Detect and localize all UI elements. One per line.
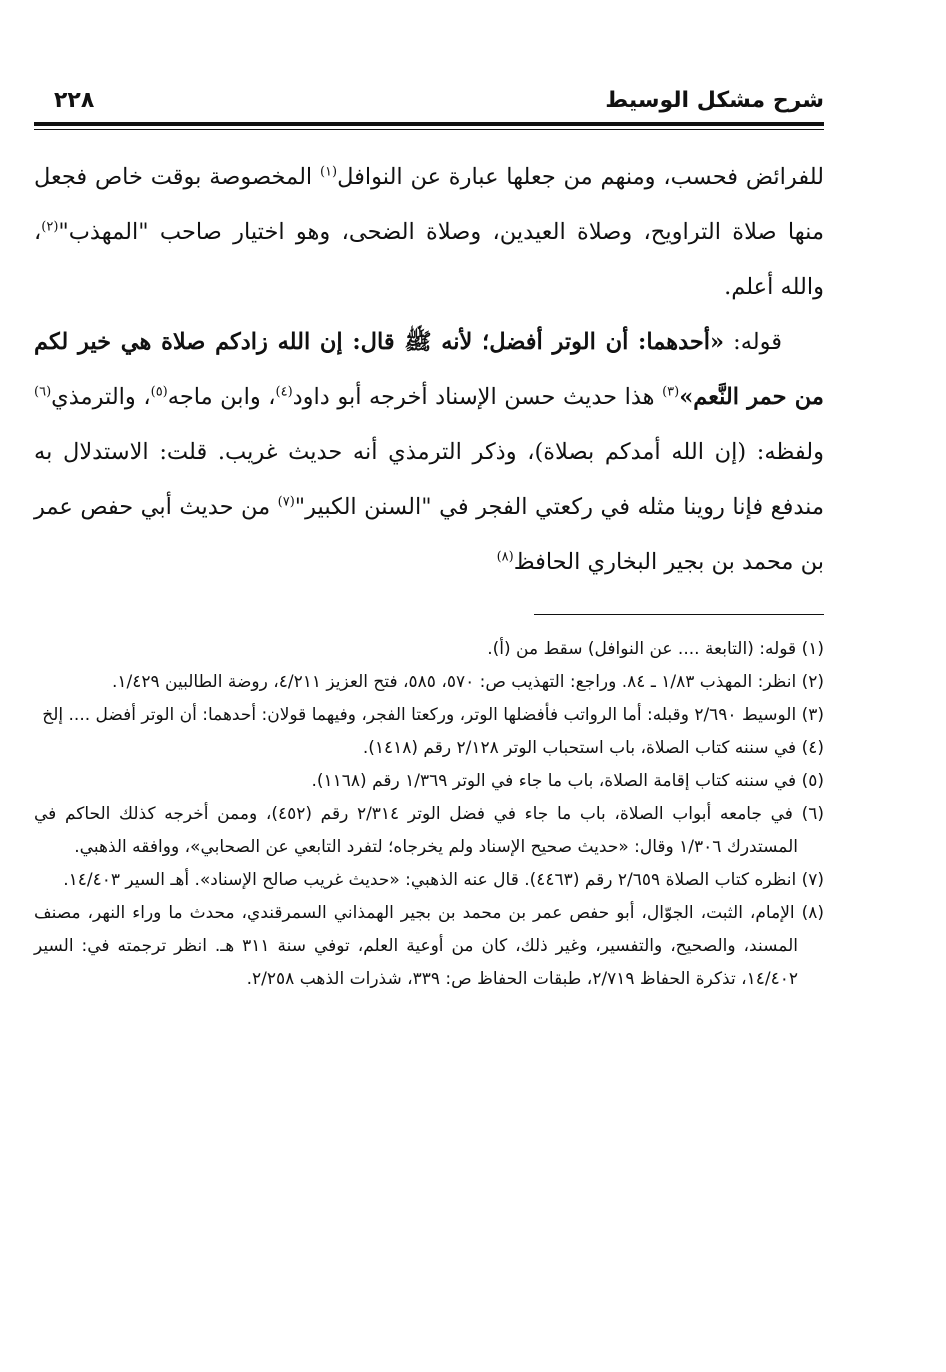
paragraph-2-text-2: ، وابن ماجه <box>167 384 276 410</box>
footnote-ref-6[interactable]: (٦) <box>34 384 52 400</box>
footnote-4: (٤) في سننه كتاب الصلاة، باب استحباب الوتر ٢/١٢٨ رقم (١٤١٨). <box>362 738 824 758</box>
footnotes <box>34 633 824 996</box>
footnote-6: (٦) في جامعه أبواب الصلاة، باب ما جاء في فضل الوتر ٢/٣١٤ رقم (٤٥٢)، وممن أخرجه كذلك الحاكم في المستدرك ١/٣٠٦ وقال: «حديث صحيح الإسناد ولم يخرجاه؛ لتفرد التابعي عن الصحابي»، ووافقه الذهبي. <box>34 804 824 857</box>
footnote-ref-8[interactable]: (٨) <box>496 549 514 565</box>
page-number: ٢٢٨ <box>54 88 95 113</box>
header-rule-thick <box>34 122 824 126</box>
paragraph-2-text-4: ولفظه: (إن الله أمدكم بصلاة)، وذكر الترمذي أنه حديث غريب. قلت: الاستدلال به مندفع فإنا روينا مثله في ركعتي الفجر في "السنن الكبير" <box>34 439 824 520</box>
book-page <box>34 88 824 996</box>
footnote-7: (٧) انظره كتاب الصلاة ٢/٦٥٩ رقم (٤٤٦٣). قال عنه الذهبي: «حديث غريب صالح الإسناد». أهـ السير ١٤/٤٠٣. <box>63 870 824 890</box>
footnote-ref-2[interactable]: (٢) <box>41 219 59 235</box>
quoted-matn: «أحدهما: أن الوتر أفضل؛ لأنه ﷺ قال: إن الله زادكم صلاة هي خير لكم من حمر النَّعم» <box>34 329 824 410</box>
paragraph-1-text: للفرائض فحسب، ومنهم من جعلها عبارة عن النوافل <box>337 164 824 190</box>
paragraph-1-text-3: ، والله أعلم. <box>34 219 824 300</box>
footnote-ref-3[interactable]: (٣) <box>662 384 680 400</box>
paragraph-2-lead: قوله: <box>724 329 783 355</box>
footnote-1: (١) قوله: (التابعة .... عن النوافل) سقط من (أ). <box>487 639 824 659</box>
footnote-ref-5[interactable]: (٥) <box>150 384 168 400</box>
running-title: شرح مشكل الوسيط <box>605 88 824 113</box>
footnote-ref-7[interactable]: (٧) <box>277 494 295 510</box>
footnote-ref-4[interactable]: (٤) <box>275 384 293 400</box>
footnote-2: (٢) انظر: المهذب ١/٨٣ ـ ٨٤. وراجع: التهذيب ص: ٥٧٠، ٥٨٥، فتح العزيز ٤/٢١١، روضة الطالبين ١/٤٢٩. <box>111 672 824 692</box>
running-head <box>34 88 824 118</box>
footnote-5: (٥) في سننه كتاب إقامة الصلاة، باب ما جاء في الوتر ١/٣٦٩ رقم (١١٦٨). <box>311 771 824 791</box>
footnote-ref-1[interactable]: (١) <box>319 164 338 180</box>
paragraph-2-text-1: هذا حديث حسن الإسناد أخرجه أبو داود <box>292 384 663 410</box>
paragraph-2-text-3: ، والترمذي <box>51 384 151 410</box>
paragraph-2 <box>34 315 824 590</box>
header-rule-thin <box>34 129 824 130</box>
paragraph-1 <box>34 150 824 315</box>
footnote-separator <box>534 614 824 615</box>
paragraph-2-text-5: من حديث أبي حفص عمر بن محمد بن بجير البخاري الحافظ <box>34 494 824 575</box>
paragraph-1-text-2: المخصوصة بوقت خاص فجعل منها صلاة التراويح، وصلاة العيدين، وصلاة الضحى، وهو اختيار صاحب "المهذب" <box>34 164 824 245</box>
footnote-3: (٣) الوسيط ٢/٦٩٠ وقبله: أما الرواتب فأفضلها الوتر، وركعتا الفجر، وفيهما قولان: أحدهما: أن الوتر أفضل .... إلخ <box>42 705 824 725</box>
main-text <box>34 150 824 590</box>
footnote-8: (٨) الإمام، الثبت، الجوّال، أبو حفص عمر بن محمد بن بجير الهمذاني السمرقندي، محدث ما وراء النهر، مصنف المسند، والصحيح، والتفسير، وغير ذلك، كان من أوعية العلم، توفي سنة ٣١١ هـ. انظر ترجمته في: السير ١٤/٤٠٢، تذكرة الحفاظ ٢/٧١٩، طبقات الحفاظ ص: ٣٣٩، شذرات الذهب ٢/٢٥٨. <box>34 903 824 989</box>
